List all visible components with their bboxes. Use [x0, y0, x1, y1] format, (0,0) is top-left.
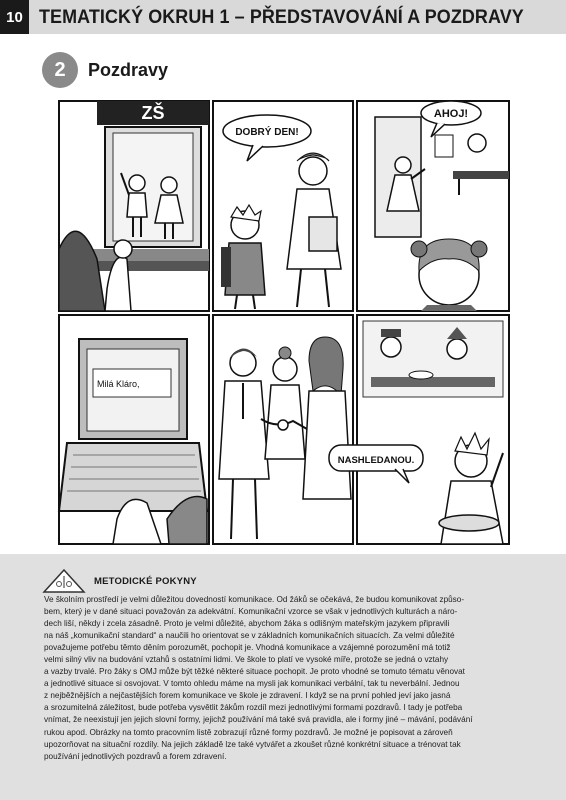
- door-sign: ZŠ: [141, 103, 165, 123]
- section-title: Pozdravy: [88, 59, 169, 80]
- notes-line: a srozumitelná záležitost, bude potřeba vysvětlit žákům rozdíl mezi jednotlivými formami pozdravů. I tady je potřeba: [44, 703, 463, 713]
- notes-line: rukou apod. Obrázky na tomto pracovním listě zobrazují různé formy pozdravů. Je možné je popisovat a zároveň: [44, 727, 453, 737]
- comic-panel-school-door: [59, 101, 209, 311]
- notes-body: [44, 594, 522, 763]
- comic-panel-goodbye: [329, 315, 509, 544]
- speech-bubble-goodbye: NASHLEDANOU.: [337, 455, 415, 466]
- comic-illustration: [57, 99, 511, 546]
- notes-title: METODICKÉ POKYNY: [94, 575, 197, 587]
- notes-line: vnímat, že neexistují jen jejich slovní formy, jejichž používání má také svá pravidla, ale i formy jiné – mávání, podávání: [44, 715, 473, 725]
- notes-line: bem, který je v dané situaci považován za adekvátní. Komunikační vzorce se však v jednotlivých kulturách a náro-: [44, 607, 458, 617]
- notes-line: používání jednotlivých pozdravů a forem zdravení.: [44, 751, 227, 761]
- comic-panel-laptop: [59, 315, 209, 544]
- notes-line: a jednotlivé situace si osvojovat. V tomto ohledu máme na mysli jak komunikaci verbální, tak tu neverbální. Jednou: [44, 679, 460, 689]
- notes-line: na náš „komunikační standard“ a naučili ho orientovat se v základních komunikačních situacích. Za velmi důležité: [44, 631, 455, 641]
- comic-panel-handshake: [213, 315, 353, 544]
- notes-line: upozorňovat na situační rozdíly. Na jejich základě lze také vytvářet a zkoušet různé konkrétní situace a trénovat tak: [44, 739, 461, 749]
- section-heading: [42, 52, 168, 88]
- page-number: 10: [0, 0, 29, 34]
- section-number-badge: 2: [42, 52, 78, 88]
- speech-bubble-good-day: DOBRÝ DEN!: [235, 127, 299, 138]
- notes-line: a vazby trvalé. Pro žáky s OMJ může být těžké některé situace pochopit. Je proto vhodné se tomuto tématu věnovat: [44, 667, 465, 677]
- laptop-screen-text: Milá Kláro,: [97, 379, 140, 389]
- notes-line: považujeme potřebu těmto děním porozumět, pochopit je. Vhodná komunikace a vzájemné porozumění má totiž: [44, 643, 451, 653]
- speech-bubble-hello: AHOJ!: [433, 108, 469, 120]
- comic-panel-good-day: [213, 101, 353, 311]
- page-header: [0, 0, 566, 34]
- teacher-notes-icon: [42, 568, 86, 594]
- notes-line: z nejběžnějších a nejčastějších forem komunikace ve škole je zdravení. I když se na první pohled jeví jako jasná: [44, 691, 451, 701]
- comic-panel-hello: [357, 101, 509, 311]
- notes-line: dech liší, někdy i zcela zásadně. Proto je velmi důležité, abychom žáka s odlišným mateřským jazykem připravili: [44, 619, 450, 629]
- notes-heading: [42, 568, 197, 594]
- notes-line: Ve školním prostředí je velmi důležitou dovedností komunikace. Od žáků se očekává, že budou komunikovat způso-: [44, 595, 465, 604]
- methodology-notes-panel: [0, 554, 566, 800]
- chapter-title: TEMATICKÝ OKRUH 1 – PŘEDSTAVOVÁNÍ A POZDRAVY: [39, 5, 524, 28]
- notes-line: velmi silný vliv na budování vztahů s ostatními lidmi. Ve škole to platí ve vysoké míře, protože se jedná o vztahy: [44, 655, 449, 665]
